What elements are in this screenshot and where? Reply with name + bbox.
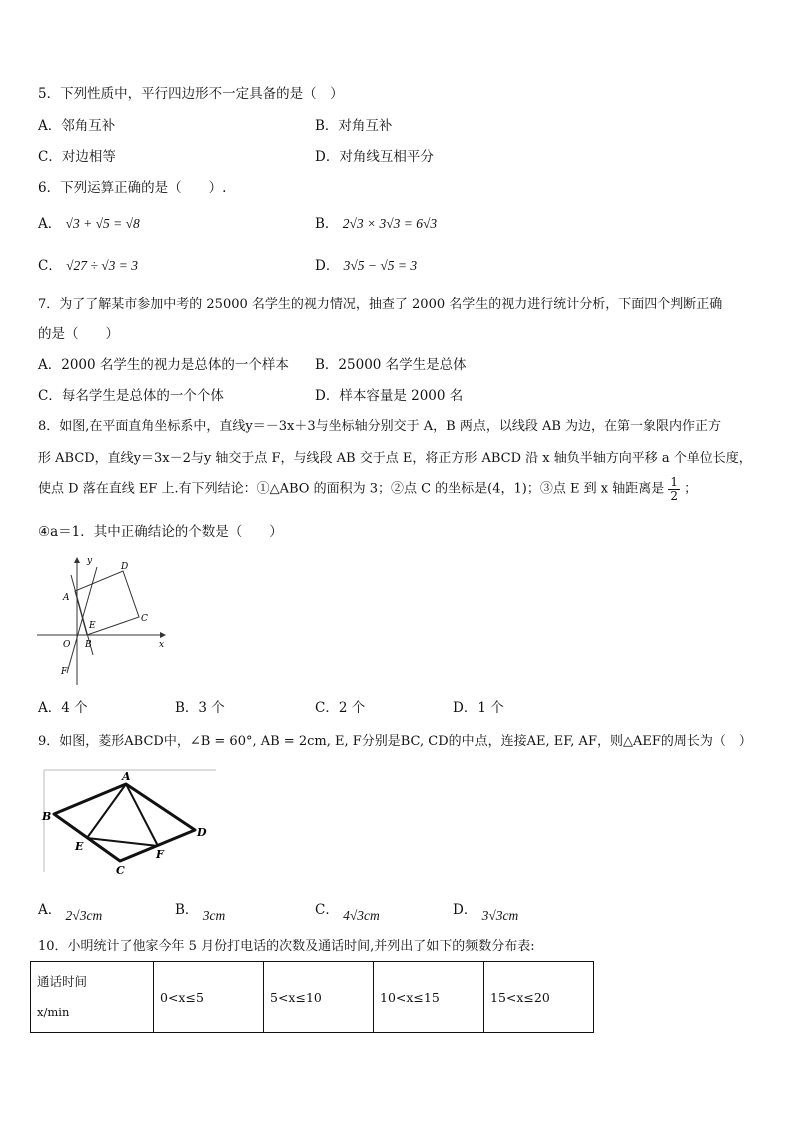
- q9-option-d: [453, 898, 519, 923]
- q8-option-d: D．1 个: [453, 700, 504, 716]
- q9-option-a: [38, 898, 103, 923]
- q10-header-line2: x/min: [37, 1005, 70, 1019]
- q8-x-arrow-icon: [160, 632, 166, 638]
- q8-label-a: A: [63, 593, 70, 603]
- q6-option-b-label: B．: [315, 216, 339, 232]
- q8-option-c: C．2 个: [315, 700, 366, 716]
- q8-label-d: D: [121, 562, 129, 572]
- q8-line3: [38, 476, 697, 502]
- q9-figure: [40, 768, 220, 878]
- q9-option-c: [315, 898, 380, 923]
- q8-line-ef: [67, 567, 97, 673]
- q8-label-x: x: [159, 640, 165, 650]
- q9-option-d-value: 3√3cm: [481, 908, 519, 923]
- q5-option-a: A．邻角互补: [38, 118, 116, 134]
- q8-line3-end: ；: [684, 481, 698, 497]
- q10-header-line1: 通话时间: [37, 974, 88, 989]
- q7-stem-line1: 7．为了了解某市参加中考的 25000 名学生的视力情况，抽查了 2000 名学生的视力进行统计分析，下面四个判断正确: [38, 297, 723, 312]
- q9-option-b-value: 3cm: [202, 908, 226, 923]
- q8-label-o: O: [63, 640, 71, 650]
- q8-option-a: A．4 个: [38, 700, 88, 716]
- table-row: [31, 962, 594, 1033]
- q10-table-header-cell: [31, 962, 154, 1033]
- q8-label-e: E: [89, 621, 96, 631]
- q8-fraction-denominator: 2: [670, 488, 678, 503]
- q7-option-c: C．每名学生是总体的一个个体: [38, 388, 224, 404]
- q8-line1: 8．如图,在平面直角坐标系中，直线y＝－3x＋3与坐标轴分别交于 A，B 两点，以线段 AB 为边，在第一象限内作正方: [38, 419, 722, 434]
- q9-label-c: C: [116, 864, 125, 877]
- q9-label-e: E: [75, 840, 84, 853]
- q9-label-b: B: [42, 810, 52, 823]
- q8-label-y: y: [87, 556, 93, 566]
- q6-option-c: [38, 254, 138, 274]
- q8-label-c: C: [141, 614, 148, 624]
- q9-option-a-label: A．: [38, 902, 62, 918]
- q6-option-c-label: C．: [38, 258, 62, 274]
- q5-option-b: B．对角互补: [315, 118, 393, 134]
- q8-figure: [35, 555, 170, 690]
- q10-table-cell: 0<x≤5: [154, 962, 264, 1033]
- q9-option-c-value: 4√3cm: [343, 908, 380, 923]
- q7-stem-line2: 的是（ ）: [38, 326, 119, 342]
- q9-option-c-label: C．: [315, 902, 339, 918]
- q6-option-b: [315, 212, 437, 232]
- q10-stem: 10．小明统计了他家今年 5 月份打电话的次数及通话时间,并列出了如下的频数分布表:: [38, 939, 535, 954]
- q6-option-a-expr: √3 + √5 = √8: [65, 216, 140, 231]
- q6-option-b-expr: 2√3 × 3√3 = 6√3: [342, 216, 438, 231]
- q9-label-f: F: [156, 848, 164, 861]
- q6-option-d-label: D．: [315, 258, 340, 274]
- q5-option-c: C．对边相等: [38, 149, 116, 165]
- q7-option-b: B．25000 名学生是总体: [315, 357, 467, 373]
- q8-fraction: [668, 476, 680, 502]
- q7-option-a: A．2000 名学生的视力是总体的一个样本: [38, 357, 289, 373]
- q8-label-b: B: [85, 640, 92, 650]
- q6-option-c-expr: √27 ÷ √3 = 3: [66, 258, 138, 273]
- q8-label-f: F: [61, 667, 68, 677]
- q9-option-d-label: D．: [453, 902, 478, 918]
- q9-option-b: [175, 898, 226, 923]
- q10-table-cell: 5<x≤10: [264, 962, 374, 1033]
- q9-stem: 9．如图，菱形ABCD中，∠B = 60°, AB = 2cm, E, F分别是BC, CD的中点，连接AE, EF, AF，则△AEF的周长为（ ）: [38, 734, 752, 749]
- q8-y-arrow-icon: [74, 557, 80, 563]
- q5-option-d: D．对角线互相平分: [315, 149, 434, 165]
- q9-label-d: D: [197, 826, 207, 839]
- q8-fraction-numerator: 1: [670, 475, 678, 489]
- q5-stem: 5．下列性质中，平行四边形不一定具备的是（ ）: [38, 86, 344, 102]
- q8-option-b: B．3 个: [175, 700, 225, 716]
- q6-option-d-expr: 3√5 − √5 = 3: [343, 258, 418, 273]
- q6-option-d: [315, 254, 417, 274]
- q9-option-a-value: 2√3cm: [65, 908, 103, 923]
- q9-label-a: A: [122, 770, 131, 783]
- q8-line4: ④a＝1．其中正确结论的个数是（ ）: [38, 524, 283, 540]
- q10-table-cell: 10<x≤15: [374, 962, 484, 1033]
- q6-stem: 6．下列运算正确的是（ ）.: [38, 180, 227, 196]
- q9-option-b-label: B．: [175, 902, 199, 918]
- q8-line2: 形 ABCD，直线y＝3x－2与y 轴交于点 F，与线段 AB 交于点 E，将正方形 ABCD 沿 x 轴负半轴方向平移 a 个单位长度，: [38, 451, 752, 466]
- q10-frequency-table: [30, 961, 594, 1033]
- q8-square-abcd: [75, 571, 139, 635]
- q7-option-d: D．样本容量是 2000 名: [315, 388, 464, 404]
- q10-table-cell: 15<x≤20: [484, 962, 594, 1033]
- q6-option-a: [38, 212, 140, 232]
- q6-option-a-label: A．: [38, 216, 62, 232]
- q8-line3-text: 使点 D 落在直线 EF 上.有下列结论：①△ABO 的面积为 3；②点 C 的坐标是(4，1)；③点 E 到 x 轴距离是: [38, 481, 665, 497]
